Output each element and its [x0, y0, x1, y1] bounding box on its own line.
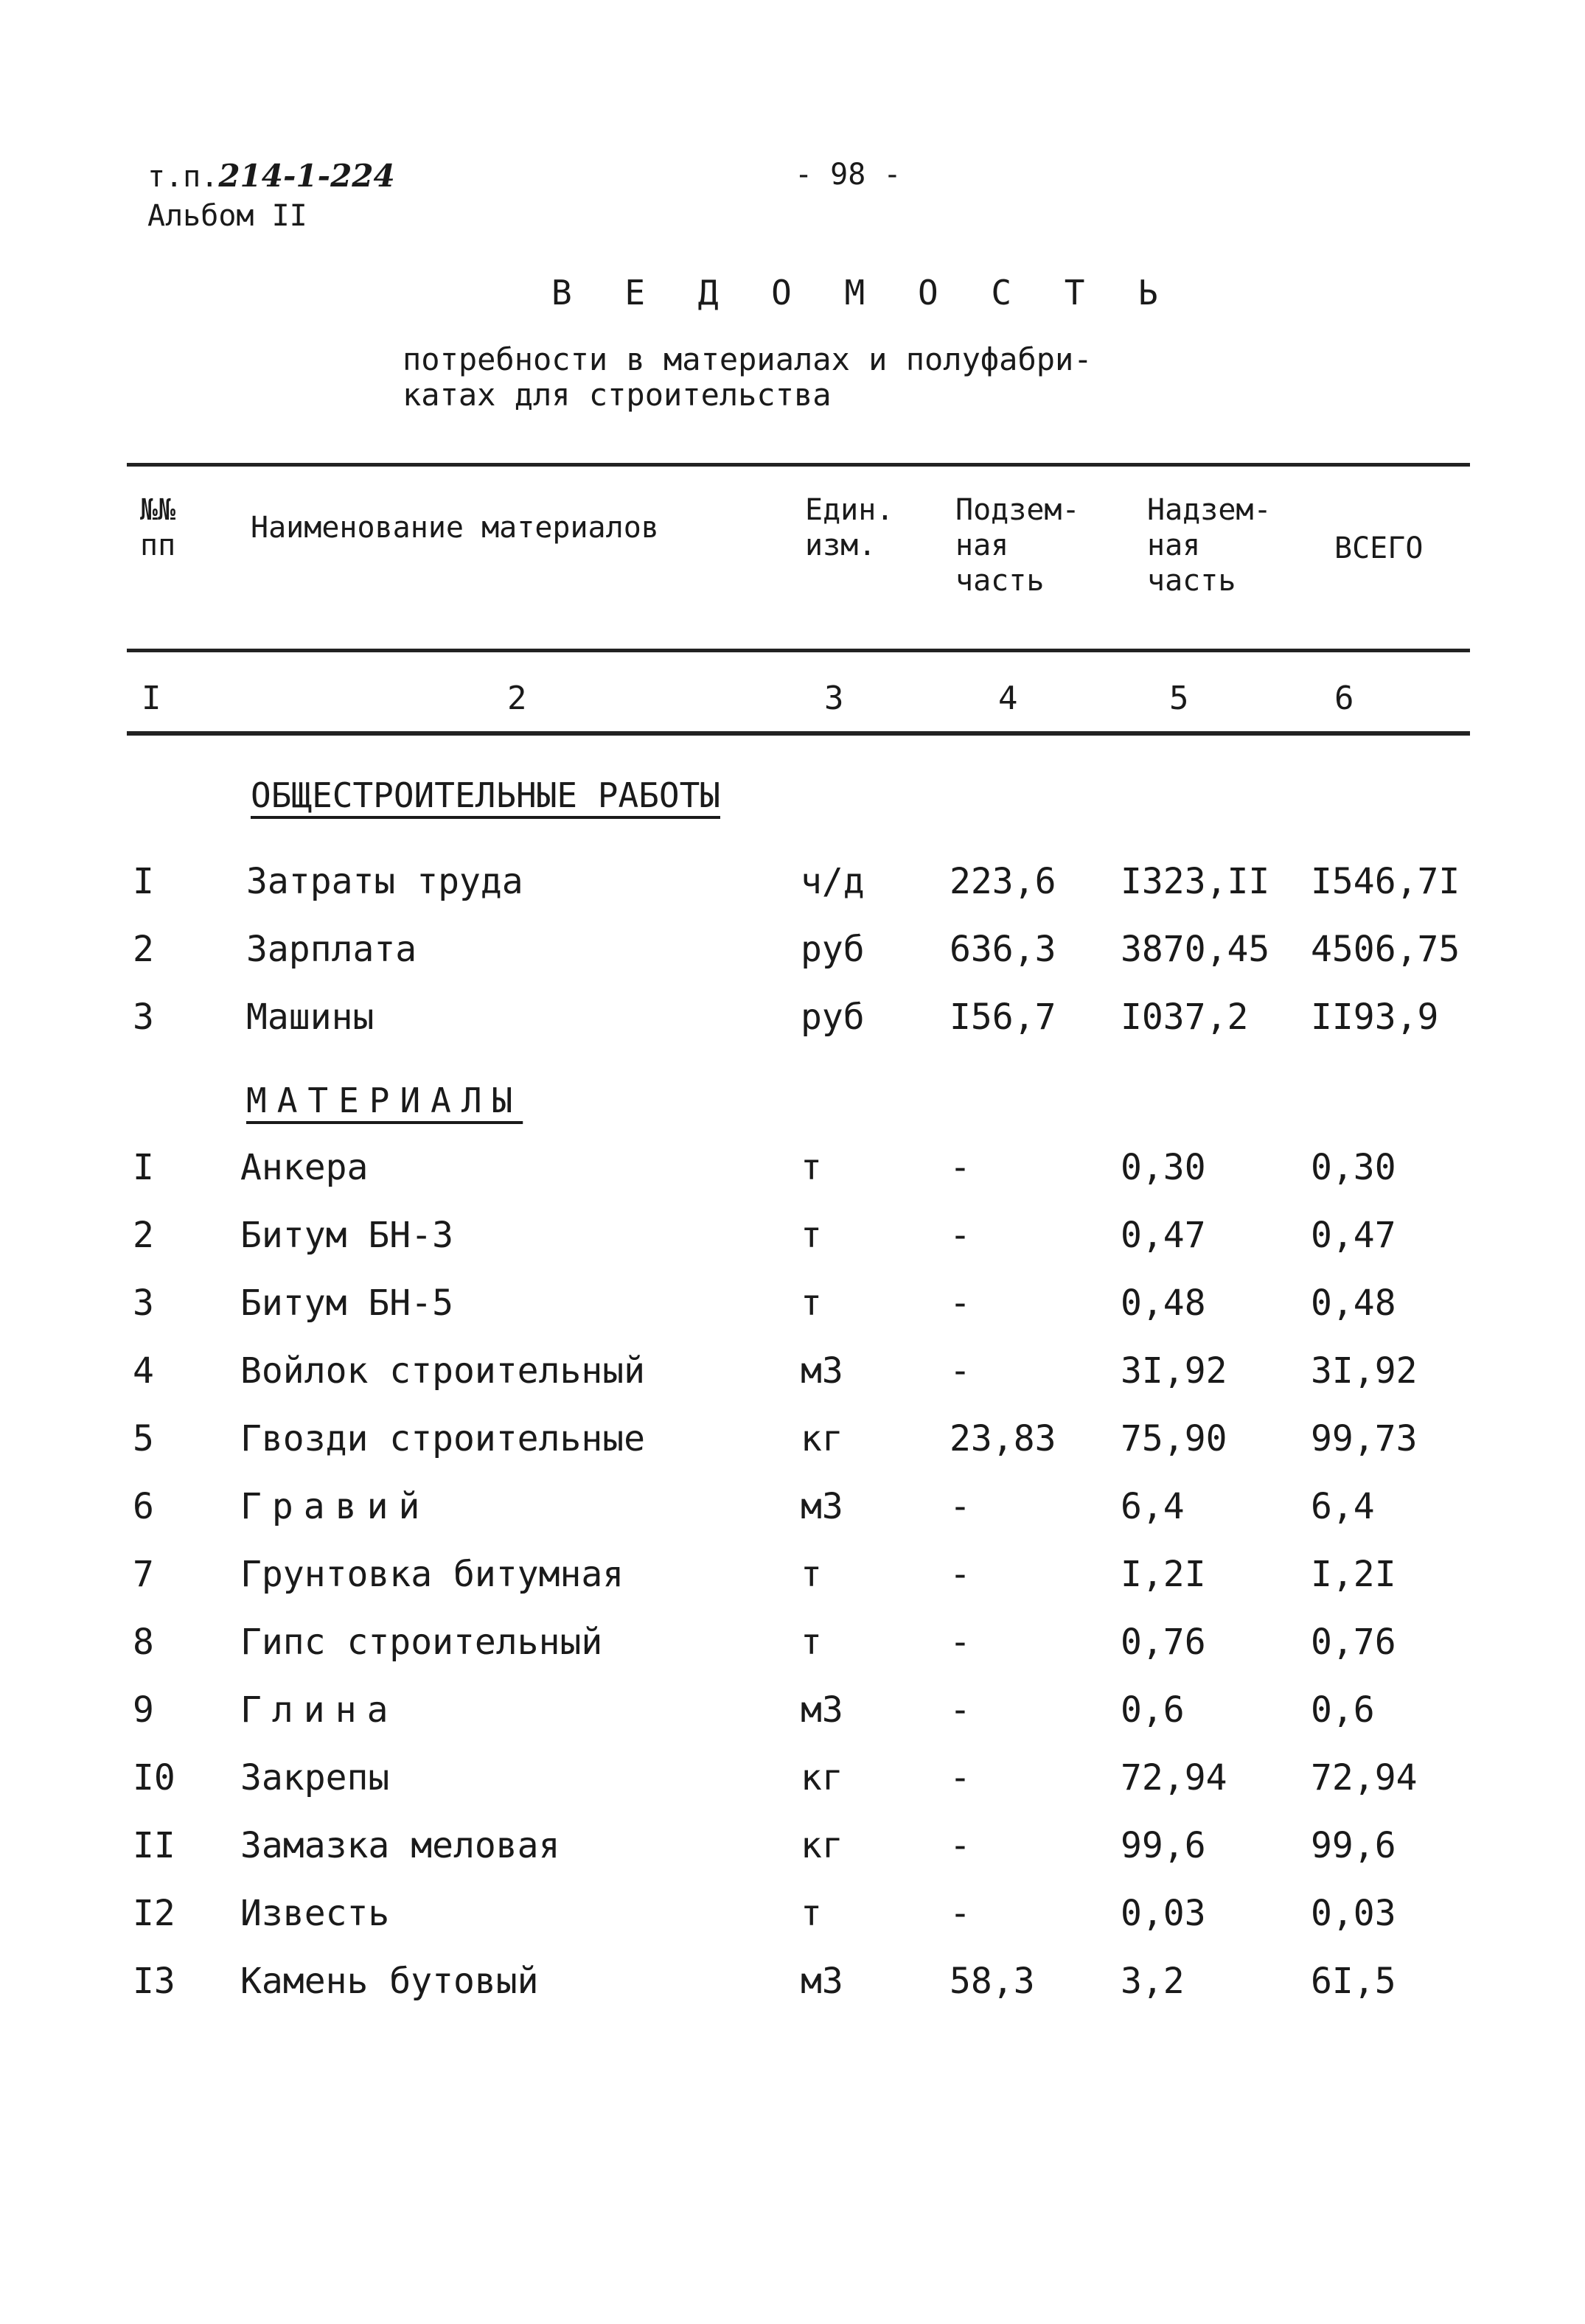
row-name: Гипс строительный	[240, 1622, 603, 1663]
row-total: I,2I	[1311, 1554, 1396, 1595]
row-underground: -	[950, 1147, 971, 1188]
row-aboveground: 6,4	[1121, 1486, 1185, 1527]
row-total: 0,03	[1311, 1893, 1396, 1934]
doc-code	[147, 158, 395, 194]
row-unit: т	[801, 1622, 822, 1663]
row-aboveground: 72,94	[1121, 1757, 1227, 1798]
row-name: Битум БН-5	[240, 1283, 453, 1324]
table-row	[0, 1893, 1585, 1952]
row-unit: кг	[801, 1418, 843, 1459]
row-underground: -	[950, 1486, 971, 1527]
row-name: Грунтовка битумная	[240, 1554, 624, 1595]
col-header-aboveground	[1147, 492, 1272, 599]
row-number: 3	[133, 997, 154, 1038]
row-total: 0,48	[1311, 1283, 1396, 1324]
col-header-number-line-2: пп	[140, 528, 176, 562]
column-numbers-rule	[127, 731, 1470, 736]
row-aboveground: I037,2	[1121, 997, 1249, 1038]
section-heading-materials: МАТЕРИАЛЫ	[246, 1081, 523, 1120]
row-number: 2	[133, 1215, 154, 1256]
row-total: 6,4	[1311, 1486, 1375, 1527]
row-underground: -	[950, 1554, 971, 1595]
row-total: 99,73	[1311, 1418, 1418, 1459]
row-number: I3	[133, 1961, 175, 2002]
row-underground: -	[950, 1215, 971, 1256]
row-number: 4	[133, 1350, 154, 1392]
row-name: Известь	[240, 1893, 390, 1934]
row-number: I2	[133, 1893, 175, 1934]
row-name: Замазка меловая	[240, 1825, 560, 1866]
row-total: 3I,92	[1311, 1350, 1418, 1392]
table-row	[0, 1147, 1585, 1206]
col-header-underground-line-3: часть	[955, 564, 1045, 598]
row-total: 99,6	[1311, 1825, 1396, 1866]
row-unit: руб	[801, 929, 865, 970]
row-number: 6	[133, 1486, 154, 1527]
row-number: I0	[133, 1757, 175, 1798]
row-number: 8	[133, 1622, 154, 1663]
column-number-4: 4	[998, 680, 1018, 717]
row-total: 6I,5	[1311, 1961, 1396, 2002]
table-row	[0, 1689, 1585, 1748]
table-top-rule	[127, 463, 1470, 467]
row-unit: ч/д	[801, 861, 865, 902]
row-total: 0,30	[1311, 1147, 1396, 1188]
row-unit: кг	[801, 1825, 843, 1866]
col-header-aboveground-line-2: ная	[1147, 528, 1201, 562]
row-number: 3	[133, 1283, 154, 1324]
doc-code-prefix: т.п.	[147, 160, 219, 194]
column-number-1: I	[142, 680, 161, 717]
row-number: I	[133, 861, 154, 902]
row-name: Затраты труда	[246, 861, 523, 902]
col-header-unit-line-2: изм.	[805, 528, 877, 562]
row-aboveground: 3I,92	[1121, 1350, 1227, 1392]
row-number: 7	[133, 1554, 154, 1595]
table-row	[0, 1622, 1585, 1681]
row-number: 9	[133, 1689, 154, 1731]
row-underground: -	[950, 1350, 971, 1392]
row-unit: м3	[801, 1689, 843, 1731]
row-unit: т	[801, 1147, 822, 1188]
table-row	[0, 1418, 1585, 1477]
table-row	[0, 1283, 1585, 1341]
row-name: Битум БН-3	[240, 1215, 453, 1256]
row-underground: -	[950, 1622, 971, 1663]
row-underground: 636,3	[950, 929, 1056, 970]
col-header-underground	[955, 492, 1080, 599]
row-aboveground: 3870,45	[1121, 929, 1270, 970]
row-unit: м3	[801, 1486, 843, 1527]
page-number: - 98 -	[795, 158, 902, 192]
col-header-aboveground-line-3: часть	[1147, 564, 1236, 598]
row-underground: I56,7	[950, 997, 1056, 1038]
table-row	[0, 861, 1585, 920]
row-name: Гвозди строительные	[240, 1418, 646, 1459]
row-total: I546,7I	[1311, 861, 1460, 902]
row-number: I	[133, 1147, 154, 1188]
row-unit: т	[801, 1215, 822, 1256]
table-row	[0, 1961, 1585, 2020]
col-header-number-line-1: №№	[140, 493, 176, 527]
table-row	[0, 1757, 1585, 1816]
col-header-underground-line-2: ная	[955, 528, 1009, 562]
row-underground: 223,6	[950, 861, 1056, 902]
table-row	[0, 929, 1585, 988]
row-name: Войлок строительный	[240, 1350, 646, 1392]
col-header-unit	[805, 492, 893, 563]
row-aboveground: I,2I	[1121, 1554, 1206, 1595]
column-number-5: 5	[1169, 680, 1189, 717]
table-row	[0, 1215, 1585, 1274]
table-row	[0, 1486, 1585, 1545]
row-unit: м3	[801, 1350, 843, 1392]
row-underground: -	[950, 1893, 971, 1934]
row-aboveground: I323,II	[1121, 861, 1270, 902]
row-total: 4506,75	[1311, 929, 1460, 970]
document-title: В Е Д О М О С Т Ь	[551, 273, 1174, 313]
row-underground: -	[950, 1825, 971, 1866]
row-total: 0,6	[1311, 1689, 1375, 1731]
row-unit: руб	[801, 997, 865, 1038]
row-aboveground: 0,48	[1121, 1283, 1206, 1324]
row-total: 0,76	[1311, 1622, 1396, 1663]
row-name: Гравий	[240, 1486, 431, 1527]
row-name: Анкера	[240, 1147, 369, 1188]
column-number-3: 3	[824, 680, 844, 717]
row-underground: -	[950, 1757, 971, 1798]
row-aboveground: 0,30	[1121, 1147, 1206, 1188]
row-unit: м3	[801, 1961, 843, 2002]
row-total: 72,94	[1311, 1757, 1418, 1798]
col-header-aboveground-line-1: Надзем-	[1147, 493, 1272, 527]
row-unit: кг	[801, 1757, 843, 1798]
doc-code-number: 214-1-224	[218, 158, 395, 194]
row-name: Закрепы	[240, 1757, 390, 1798]
col-header-total: ВСЕГО	[1334, 531, 1424, 565]
column-number-2: 2	[507, 680, 527, 717]
row-aboveground: 99,6	[1121, 1825, 1206, 1866]
row-number: II	[133, 1825, 175, 1866]
row-name: Камень бутовый	[240, 1961, 539, 2002]
row-total: 0,47	[1311, 1215, 1396, 1256]
row-aboveground: 0,6	[1121, 1689, 1185, 1731]
row-underground: -	[950, 1283, 971, 1324]
document-subtitle-line-2: катах для строительства	[403, 377, 832, 413]
row-underground: 58,3	[950, 1961, 1035, 2002]
col-header-number	[140, 492, 175, 563]
table-row	[0, 1350, 1585, 1409]
table-row	[0, 997, 1585, 1055]
row-unit: т	[801, 1283, 822, 1324]
row-total: II93,9	[1311, 997, 1439, 1038]
header-bottom-rule	[127, 649, 1470, 652]
row-aboveground: 0,47	[1121, 1215, 1206, 1256]
col-header-name: Наименование материалов	[251, 511, 659, 545]
section-heading-general-works: ОБЩЕСТРОИТЕЛЬНЫЕ РАБОТЫ	[251, 775, 720, 815]
row-aboveground: 0,76	[1121, 1622, 1206, 1663]
table-row	[0, 1825, 1585, 1884]
album-label: Альбом II	[147, 199, 307, 233]
row-unit: т	[801, 1554, 822, 1595]
col-header-underground-line-1: Подзем-	[955, 493, 1080, 527]
row-underground: -	[950, 1689, 971, 1731]
row-number: 2	[133, 929, 154, 970]
row-name: Зарплата	[246, 929, 417, 970]
row-name: Глина	[240, 1689, 399, 1731]
row-name: Машины	[246, 997, 375, 1038]
row-unit: т	[801, 1893, 822, 1934]
document-subtitle-line-1: потребности в материалах и полуфабри-	[403, 341, 1093, 377]
row-number: 5	[133, 1418, 154, 1459]
column-number-6: 6	[1334, 680, 1354, 717]
row-underground: 23,83	[950, 1418, 1056, 1459]
row-aboveground: 0,03	[1121, 1893, 1206, 1934]
row-aboveground: 3,2	[1121, 1961, 1185, 2002]
table-row	[0, 1554, 1585, 1613]
row-aboveground: 75,90	[1121, 1418, 1227, 1459]
col-header-unit-line-1: Един.	[805, 493, 894, 527]
